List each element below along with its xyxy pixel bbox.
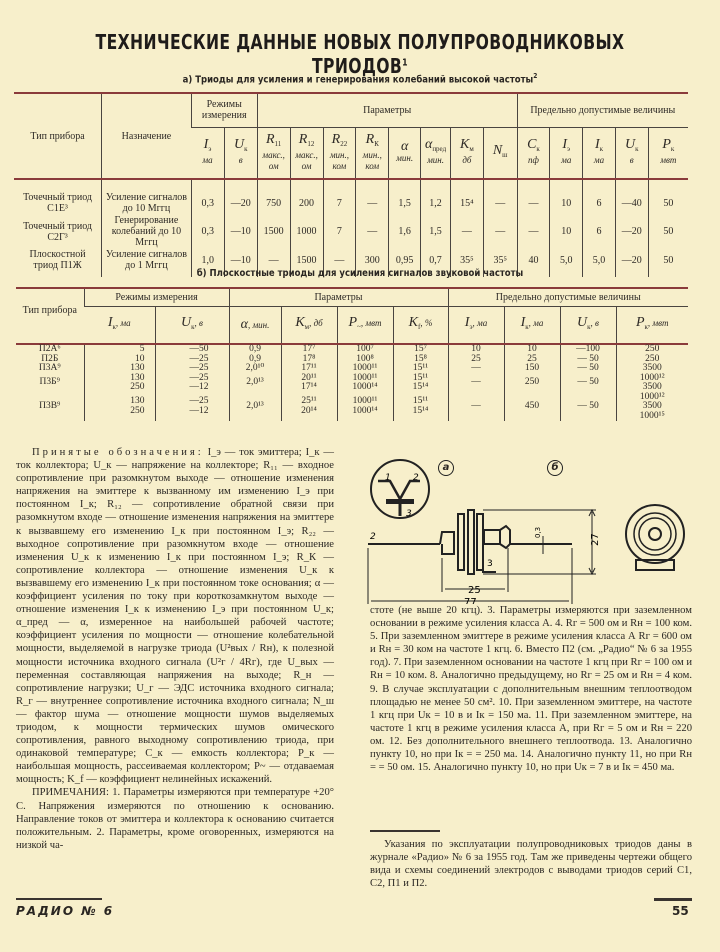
col-symbol: I <box>464 314 470 330</box>
notes-divider <box>370 830 440 832</box>
table-cell: 17⁷ <box>281 345 337 355</box>
table-b-col-header <box>337 306 393 344</box>
table-cell: — <box>356 191 389 214</box>
dimension-wire-label: 0,3 <box>534 526 542 538</box>
col-subscript: f <box>418 322 421 331</box>
table-cell: —20 <box>615 248 648 271</box>
footnote-paragraph <box>370 838 692 890</box>
device-type: Плоскостной триод П1Ж <box>29 249 86 271</box>
table-cell: —10 <box>224 248 257 271</box>
table-cell: 20¹¹ 17¹⁴ <box>281 374 337 393</box>
table-cell: — <box>448 374 504 393</box>
table-cell: 3500 <box>616 364 688 374</box>
table-cell: —25 <box>155 355 229 365</box>
table-a-col-header <box>517 127 550 179</box>
table-b-col-header <box>281 306 337 344</box>
group-header-limits: Предельно допустимые величины <box>448 288 688 306</box>
table-cell: 5,0 <box>550 248 583 271</box>
col-symbol: I <box>562 137 568 153</box>
table-cell: —25 —12 <box>155 374 229 393</box>
table-b-col-header <box>560 306 616 344</box>
table-a-col-header <box>389 127 421 179</box>
device-type: П3А⁹ <box>38 363 61 373</box>
col-unit: , % <box>420 317 433 328</box>
table-a-caption-text: а) Триоды для усиления и генерирования колебаний высокой частоты <box>182 74 534 86</box>
col-subscript: м <box>469 145 474 154</box>
col-symbol: α <box>240 316 248 332</box>
table-b-col-header <box>84 306 155 344</box>
table-row <box>16 393 688 422</box>
col-subscript: пред <box>432 145 447 154</box>
table-cell: — <box>448 393 504 422</box>
table-cell: — 50 <box>560 364 616 374</box>
device-type: П3Б⁹ <box>39 377 60 388</box>
col-unit: мин. <box>396 153 414 164</box>
table-cell: — <box>257 248 290 271</box>
device-purpose: Усиление сигналов до 10 Мггц <box>102 191 192 214</box>
table-row <box>14 191 688 214</box>
col-unit: , ма <box>528 317 544 328</box>
table-cell: 100⁸ <box>337 355 393 365</box>
table-cell: 1500 <box>290 248 323 271</box>
table-cell: 15⁷ <box>393 345 448 355</box>
table-cell: 0,7 <box>421 248 451 271</box>
table-b-col-header <box>616 306 688 344</box>
page-number: 55 <box>672 904 689 918</box>
col-subscript: э <box>208 145 212 154</box>
legend-body: I_э — ток эмиттера; I_к — ток коллектора; U_к — напряжение на коллекторе; R₁₁ — входное сопротивление при разомкнутом выходе — отношение изменения напряжения на эмиттере к вызванному им изменению I_э при постоянном I_к; R₁₂ — сопротивление обратной связи при разомкнутом входе — отношение изменения напряжения на эмиттере к вызвавшему его изменению I_к при постоянном I_э; R₂₂ — выходное сопротивление при разомкнутом входе — отношение изменения U_к к изменению I_к при постоянном I_э; R_К — сопротивление коллектора — отношение изменения U_к к вызвавшему его изменению I_к при постоянном токе основания; α — коэффициент усиления по току при короткозамкнутом выходе — отношение изменения I_к к изменению I_э при постоянном U_к; α_пред — α, измеренное на наибольшей рабочей частоте; коэффициент усиления по мощности — отношение колебательной мощности, выделяемой в нагрузке триода (U²вых / Rн), к полезной мощности источника входного сигнала (U²г / 4Rг), где U_вых — переменная составляющая напряжения на выходе; R_н — сопротивление нагрузки; U_г — ЭДС источника входного сигнала; R_г — внутреннее сопротивление источника входного сигнала; N_ш — фактор шума — отношение мощности шумов выделяемых триодом, к мощности термических шумов омического сопротивления, равного выходному сопротивлению триода, при одинаковой температуре; C_к — емкость коллектора; P_к — наибольшая мощность, рассеиваемая коллектором; P~ — отдаваемая мощность; K_f — коэффициент нелинейных искажений. <box>16 447 334 786</box>
table-cell: 100⁷ <box>337 345 393 355</box>
col-unit: пф <box>528 155 539 166</box>
table-a-col-header <box>451 127 484 179</box>
table-cell: 7 <box>323 214 356 248</box>
col-subscript: э <box>469 322 473 331</box>
device-type: П3В⁹ <box>39 401 61 411</box>
triode-symbol-icon <box>371 460 429 518</box>
table-cell: 1500 <box>257 214 290 248</box>
col-subscript: К <box>374 139 379 148</box>
col-unit: мин. <box>427 155 445 166</box>
table-cell: 1000 <box>290 214 323 248</box>
lead-3-label: 3 <box>487 559 493 569</box>
col-symbol: U <box>181 314 192 330</box>
table-cell: —20 <box>615 214 648 248</box>
col-symbol: R <box>365 131 375 147</box>
table-cell: 17⁸ <box>281 355 337 365</box>
col-subscript: к <box>244 145 248 154</box>
col-symbol: I <box>203 137 209 153</box>
table-a-col-header <box>191 127 224 179</box>
notes-continued-right <box>370 604 692 774</box>
table-cell: 1000¹² 3500 <box>616 374 688 393</box>
col-subscript: к <box>670 145 675 154</box>
col-subscript: к <box>525 322 529 331</box>
table-cell: —25 —12 <box>155 393 229 422</box>
table-a-col-header <box>615 127 648 179</box>
col-symbol: R <box>331 131 341 147</box>
table-cell: 200 <box>290 191 323 214</box>
col-unit: макс., ом <box>295 149 318 171</box>
table-cell: 35⁵ <box>451 248 484 271</box>
table-cell: 10 <box>84 355 155 365</box>
col-symbol: I <box>594 137 600 153</box>
col-header-purpose: Назначение <box>102 93 192 179</box>
col-unit: дб <box>462 155 472 166</box>
table-cell: —50 <box>155 345 229 355</box>
table-cell: 7 <box>323 191 356 214</box>
table-cell: 150 <box>504 364 560 374</box>
col-unit: ма <box>593 155 605 166</box>
table-cell: 35⁵ <box>483 248 517 271</box>
table-b-col-header <box>229 306 281 344</box>
col-symbol: C <box>527 137 537 153</box>
col-subscript: к <box>191 322 195 331</box>
table-cell: 15⁸ <box>393 355 448 365</box>
col-subscript: ~ <box>357 322 361 331</box>
col-symbol: R <box>265 131 275 147</box>
col-symbol: U <box>625 137 636 153</box>
table-cell: 40 <box>517 248 550 271</box>
table-cell: 0,9 <box>229 345 281 355</box>
table-cell: 25 <box>448 355 504 365</box>
col-unit: , мин. <box>247 319 270 330</box>
footer-rule-left <box>16 898 102 900</box>
title-footnote-mark: 1 <box>402 57 408 69</box>
col-symbol: α <box>424 137 433 153</box>
triode-drawing-svg <box>360 454 720 604</box>
table-cell: 250 <box>504 374 560 393</box>
table-cell: 50 <box>648 214 688 248</box>
table-a-col-header <box>583 127 616 179</box>
col-symbol: I <box>107 314 113 330</box>
table-cell: 10 <box>550 191 583 214</box>
col-subscript: к <box>536 145 540 154</box>
figure-label-a: а <box>438 460 454 476</box>
col-subscript: ш <box>502 150 508 159</box>
col-header-type: Тип прибора <box>14 93 102 179</box>
table-b-col-header <box>504 306 560 344</box>
table-cell: —40 <box>615 191 648 214</box>
table-a-col-header <box>323 127 356 179</box>
col-subscript: 11 <box>274 139 282 148</box>
col-symbol: I <box>520 314 526 330</box>
table-cell: 1000¹² 3500 1000¹⁵ <box>616 393 688 422</box>
col-unit: , ма <box>472 317 488 328</box>
table-cell: 0,9 <box>229 355 281 365</box>
figure-label-b: б <box>547 460 563 476</box>
table-cell: — <box>356 214 389 248</box>
device-type: П2Б <box>41 353 59 364</box>
table-cell: 15⁴ <box>451 191 484 214</box>
col-symbol: P <box>662 137 671 153</box>
col-symbol: K <box>295 314 305 330</box>
table-a-col-header <box>257 127 290 179</box>
table-a-col-header <box>483 127 517 179</box>
col-symbol: P <box>635 314 645 330</box>
table-cell: 17¹¹ <box>281 364 337 374</box>
table-cell: 15¹¹ 15¹⁴ <box>393 393 448 422</box>
col-subscript: к <box>112 322 116 331</box>
col-subscript: 12 <box>307 139 315 148</box>
col-symbol: P <box>348 314 358 330</box>
table-cell: 1,0 <box>191 248 224 271</box>
dimension-25-label: 25 <box>468 585 481 596</box>
pin-3-label: 3 <box>406 509 412 519</box>
table-cell: 15¹¹ 15¹⁴ <box>393 374 448 393</box>
pin-2-label: 2 <box>413 473 419 483</box>
col-unit: мин., ком <box>362 149 382 171</box>
table-a-caption <box>54 72 666 85</box>
triode-side-view <box>368 510 596 604</box>
col-unit: , в <box>194 317 203 328</box>
dimension-77-label: 77 <box>464 597 477 604</box>
table-cell: 250 <box>616 345 688 355</box>
table-cell: 25 <box>504 355 560 365</box>
table-cell: 1000¹¹ <box>337 364 393 374</box>
table-cell: 2,0¹⁰ <box>229 364 281 374</box>
lead-2-label: 2 <box>370 532 376 542</box>
table-cell: —25 <box>155 364 229 374</box>
col-unit: , в <box>590 317 599 328</box>
table-cell: 1,2 <box>421 191 451 214</box>
table-cell: — <box>517 191 550 214</box>
footnote-text: Указания по эксплуатации полупроводниковых триодов даны в журнале «Радио» № 6 за 1955 год. Там же приведены чертежи общего вида и схемы соединений электродов с выводами триодов серий С1, С2, П1 и П2. <box>370 839 692 890</box>
table-cell: —20 <box>224 191 257 214</box>
col-header-type: Тип прибора <box>16 288 84 344</box>
col-unit: , мвт <box>360 317 382 328</box>
col-symbol: K <box>460 137 470 153</box>
table-cell: 5 <box>84 345 155 355</box>
col-symbol: U <box>577 314 588 330</box>
table-cell: 15¹¹ <box>393 364 448 374</box>
table-cell: 6 <box>583 191 616 214</box>
table-cell: — <box>448 364 504 374</box>
table-a-col-header <box>648 127 688 179</box>
col-subscript: м <box>304 322 310 331</box>
legend-lead: Принятые обозначения: <box>32 447 204 458</box>
table-cell: — <box>323 248 356 271</box>
table-a-col-header <box>356 127 389 179</box>
col-symbol: K <box>408 314 418 330</box>
table-cell: 1,5 <box>421 214 451 248</box>
table-b-col-header <box>155 306 229 344</box>
device-type: П2А⁶ <box>38 344 61 354</box>
table-cell: 1000¹¹ 1000¹⁴ <box>337 374 393 393</box>
table-b-col-header <box>448 306 504 344</box>
footer-rule-right <box>654 898 692 901</box>
col-unit: макс., ом <box>262 149 285 171</box>
table-cell: 130 250 <box>84 393 155 422</box>
table-cell: 1,5 <box>389 191 421 214</box>
col-unit: в <box>238 155 243 166</box>
group-header-params: Параметры <box>229 288 448 306</box>
table-hf-triodes <box>14 92 688 277</box>
table-cell: — 50 <box>560 355 616 365</box>
table-cell: 450 <box>504 393 560 422</box>
table-row <box>14 214 688 248</box>
pin-1-label: 1 <box>385 473 391 483</box>
col-symbol: N <box>492 142 503 158</box>
col-subscript: э <box>567 145 571 154</box>
table-b-caption <box>54 268 666 279</box>
col-subscript: к <box>644 322 648 331</box>
table-a-caption-note: 2 <box>533 72 538 80</box>
table-cell: 0,95 <box>389 248 421 271</box>
col-symbol: R <box>298 131 308 147</box>
table-cell: —100 <box>560 345 616 355</box>
col-unit: , ма <box>115 317 131 328</box>
table-cell: 750 <box>257 191 290 214</box>
table-cell: 130 <box>84 364 155 374</box>
device-purpose: Усиление сигналов до 1 Мггц <box>102 248 192 271</box>
col-unit: , мвт <box>647 317 669 328</box>
col-unit: мвт <box>660 155 677 166</box>
col-subscript: 22 <box>340 139 348 148</box>
table-cell: 2,0¹³ <box>229 393 281 422</box>
table-cell: 300 <box>356 248 389 271</box>
col-unit: ма <box>202 155 213 166</box>
table-cell: 25¹¹ 20¹⁴ <box>281 393 337 422</box>
col-symbol: α <box>400 139 409 155</box>
group-header-modes: Режимы измерения <box>191 93 257 127</box>
device-type: Точечный триод С1Е³ <box>23 192 92 214</box>
table-af-triodes <box>16 287 688 421</box>
table-cell: 6 <box>583 214 616 248</box>
legend-and-notes-left <box>16 446 334 852</box>
col-symbol: U <box>233 137 245 153</box>
table-a-col-header <box>421 127 451 179</box>
col-unit: в <box>629 155 634 166</box>
notes-paragraph-left <box>16 786 334 851</box>
table-cell: 250 <box>616 355 688 365</box>
table-row <box>16 364 688 374</box>
dimension-27-label: 27 <box>590 533 601 546</box>
legend-paragraph <box>16 446 334 786</box>
table-a-col-header <box>290 127 323 179</box>
table-cell: — <box>517 214 550 248</box>
page-title <box>79 30 641 78</box>
device-type: Точечный триод С2Г³ <box>23 220 92 243</box>
group-header-limits: Предельно допустимые величины <box>517 93 688 127</box>
col-unit: , дб <box>309 317 323 328</box>
table-cell: — <box>483 214 517 248</box>
col-unit: ма <box>561 155 572 166</box>
notes-lead: ПРИМЕЧАНИЯ: <box>32 787 109 799</box>
col-subscript: к <box>635 145 639 154</box>
table-cell: 10 <box>448 345 504 355</box>
notes-left-body: 1. Параметры измеряются при температуре +20° С. Напряжения измеряются по отношению к основанию. Направление токов от эмиттера и коллектора к основанию считается положительным. 2. Параметры, кроме оговоренных, измеряются на низкой ча- <box>16 787 334 851</box>
col-unit: мин., ком <box>329 149 350 171</box>
table-cell: — 50 <box>560 393 616 422</box>
table-cell: 2,0¹³ <box>229 374 281 393</box>
group-header-params: Параметры <box>257 93 517 127</box>
table-row <box>16 374 688 393</box>
magazine-name: РАДИО № 6 <box>16 904 115 918</box>
table-b-col-header <box>393 306 448 344</box>
table-cell: 10 <box>504 345 560 355</box>
page-title-text: ТЕХНИЧЕСКИЕ ДАННЫЕ НОВЫХ ПОЛУПРОВОДНИКОВЫХ ТРИОДОВ <box>95 30 625 78</box>
table-cell: 50 <box>648 191 688 214</box>
table-cell: — 50 <box>560 374 616 393</box>
table-a-col-header <box>224 127 257 179</box>
triode-drawing <box>360 454 720 604</box>
table-cell: — <box>451 214 484 248</box>
group-header-modes: Режимы измерения <box>84 288 229 306</box>
table-cell: 130 250 <box>84 374 155 393</box>
table-cell: —10 <box>224 214 257 248</box>
table-cell: 1000¹¹ 1000¹⁴ <box>337 393 393 422</box>
device-purpose: Генерирование колебаний до 10 Мггц <box>102 214 192 248</box>
table-cell: — <box>483 191 517 214</box>
table-cell: 50 <box>648 248 688 271</box>
table-b-caption-text: б) Плоскостные триоды для усиления сигналов звуковой частоты <box>196 268 524 279</box>
notes-right-body: стоте (не выше 20 кгц). 3. Параметры измеряются при заземленном основании в режиме усиления класса А. 4. Rг = 500 ом и Rн = 100 ком. 5. При заземленном эмиттере в режиме усиления класса А Rг = 600 ом и Rн = 30 ком на частоте 1 кгц. 6. Вместо П2 (см. „Радио“ № 6 за 1955 год). 7. При заземленном основании на частоте 1 кгц при Rг = 100 ом и Rн = 10 ком. 8. Аналогично предыдущему, но Rг = 25 ом и Rн = 4 ком. 9. В случае эксплуатации с дополнительным внешним теплоотводом площадью не менее 50 см². 10. При заземленном эмиттере, на частоте 1 кгц при Uк = 10 в и Iк = 150 ма. 11. При заземленном эмиттере, на частоте 1 кгц в режиме усиления класса А, при Rг = 5 ом и Rн = 220 ом. 12. Без дополнительного внешнего теплоотвода. 13. Аналогично пункту 10, но при Iк = = 250 ма. 14. Аналогично пункту 11, но при Rн = = 50 ом. 15. Аналогично пункту 10, но при Uк = 7 в и Iк = 450 ма. <box>370 605 692 774</box>
table-a-col-header <box>550 127 583 179</box>
col-subscript: к <box>599 145 604 154</box>
table-cell: 5,0 <box>583 248 616 271</box>
table-cell: 10 <box>550 214 583 248</box>
table-cell: 0,3 <box>191 214 224 248</box>
table-cell: 1,6 <box>389 214 421 248</box>
col-subscript: к <box>587 322 591 331</box>
table-cell: 0,3 <box>191 191 224 214</box>
triode-end-view <box>626 505 684 570</box>
